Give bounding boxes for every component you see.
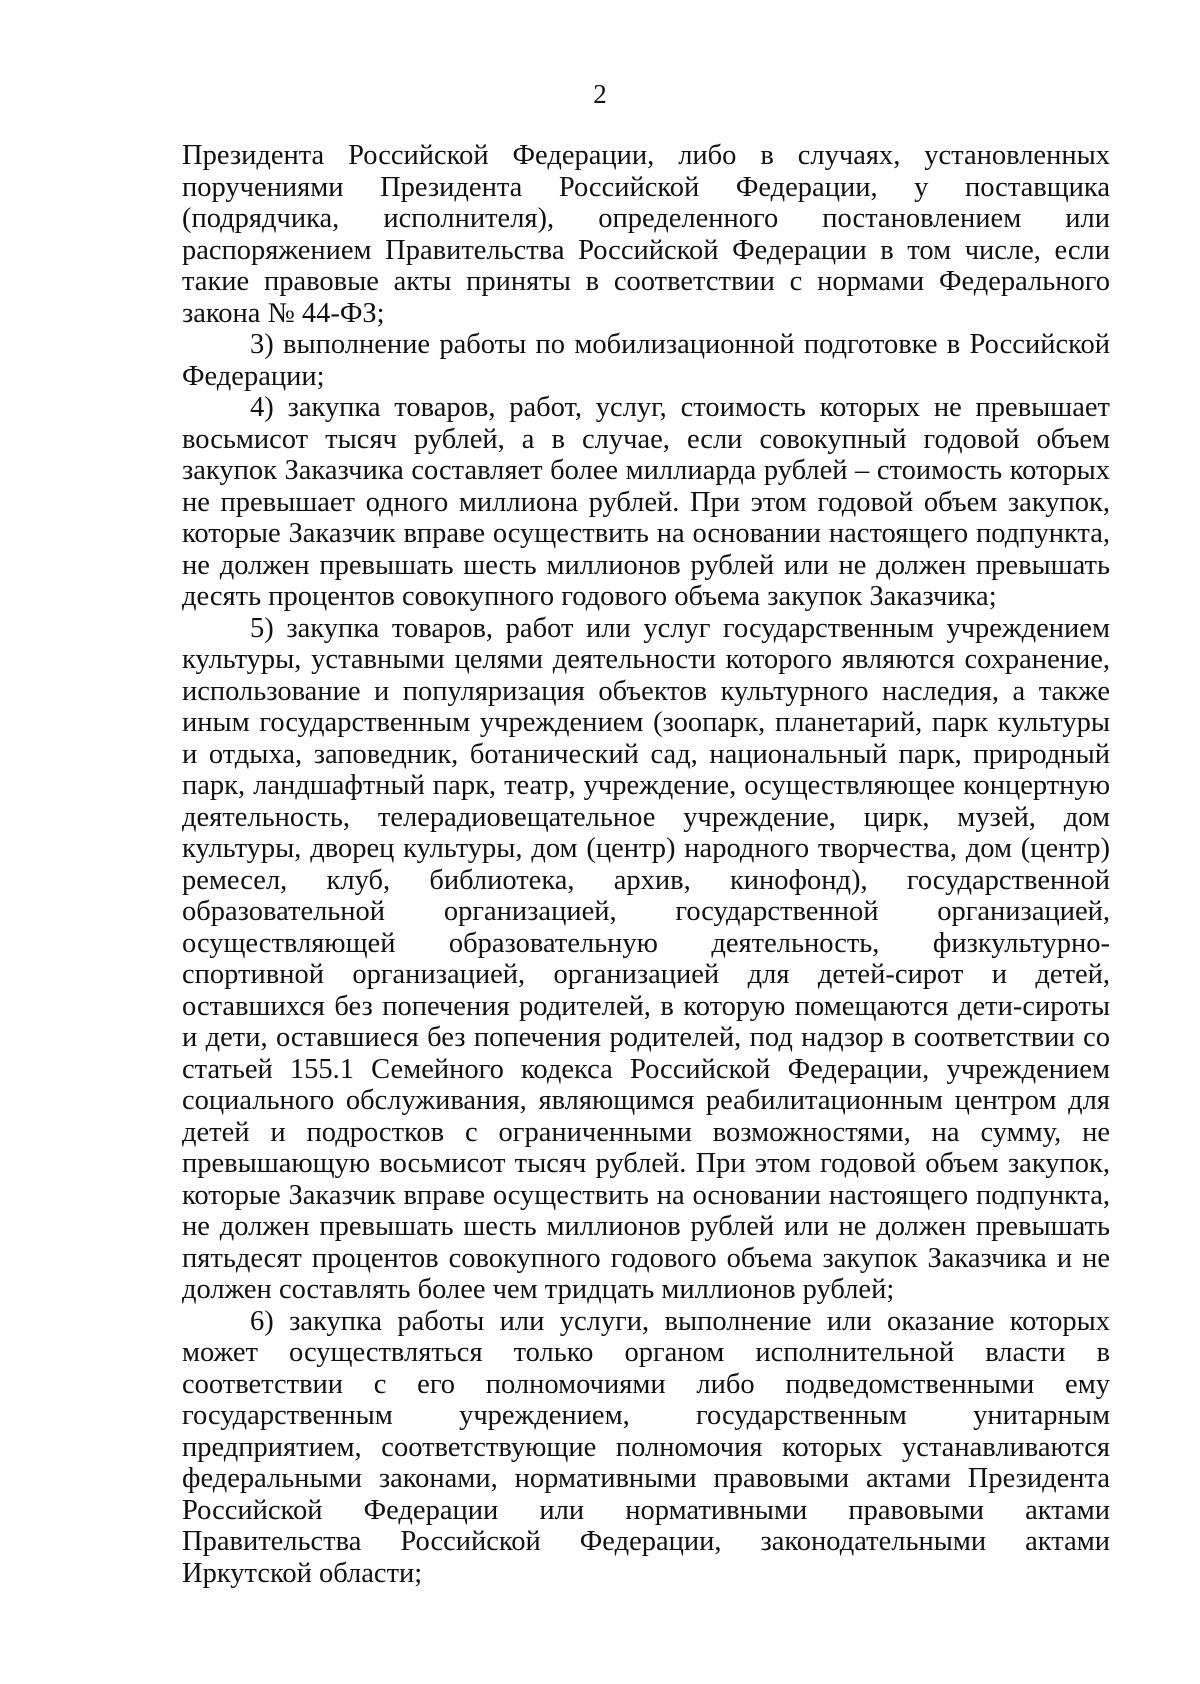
paragraph-item-4: 4) закупка товаров, работ, услуг, стоимость которых не превышает восьмисот тысяч рублей, а в случае, если совокупный годовой объем закупок Заказчика составляет более миллиарда рублей – стоимость которых не превышает одного миллиона рублей. При этом годовой объем закупок, которые Заказчик вправе осуществить на основании настоящего подпункта, не должен превышать шесть миллионов рублей или не должен превышать десять процентов совокупного годового объема закупок Заказчика; <box>182 392 1110 612</box>
paragraph-continuation: Президента Российской Федерации, либо в случаях, установленных поручениями Президента Российской Федерации, у поставщика (подрядчика, исполнителя), определенного постановлением или распоряжением Правительства Российской Федерации в том числе, если такие правовые акты приняты в соответствии с нормами Федерального закона № 44-ФЗ; <box>182 140 1110 329</box>
document-body <box>182 140 1110 1589</box>
paragraph-item-6: 6) закупка работы или услуги, выполнение или оказание которых может осуществляться только органом исполнительной власти в соответствии с его полномочиями либо подведомственными ему государственным учреждением, государственным унитарным предприятием, соответствующие полномочия которых устанавливаются федеральными законами, нормативными правовыми актами Президента Российской Федерации или нормативными правовыми актами Правительства Российской Федерации, законодательными актами Иркутской области; <box>182 1305 1110 1589</box>
paragraph-item-5: 5) закупка товаров, работ или услуг государственным учреждением культуры, уставными целями деятельности которого являются сохранение, использование и популяризация объектов культурного наследия, а также иным государственным учреждением (зоопарк, планетарий, парк культуры и отдыха, заповедник, ботанический сад, национальный парк, природный парк, ландшафтный парк, театр, учреждение, осуществляющее концертную деятельность, телерадиовещательное учреждение, цирк, музей, дом культуры, дворец культуры, дом (центр) народного творчества, дом (центр) ремесел, клуб, библиотека, архив, кинофонд), государственной образовательной организацией, государственной организацией, осуществляющей образовательную деятельность, физкультурно-спортивной организацией, организацией для детей-сирот и детей, оставшихся без попечения родителей, в которую помещаются дети-сироты и дети, оставшиеся без попечения родителей, под надзор в соответствии со статьей 155.1 Семейного кодекса Российской Федерации, учреждением социального обслуживания, являющимся реабилитационным центром для детей и подростков с ограниченными возможностями, на сумму, не превышающую восьмисот тысяч рублей. При этом годовой объем закупок, которые Заказчик вправе осуществить на основании настоящего подпункта, не должен превышать шесть миллионов рублей или не должен превышать пятьдесят процентов совокупного годового объема закупок Заказчика и не должен составлять более чем тридцать миллионов рублей; <box>182 612 1110 1305</box>
paragraph-item-3: 3) выполнение работы по мобилизационной подготовке в Российской Федерации; <box>182 329 1110 392</box>
page-number: 2 <box>593 79 607 109</box>
